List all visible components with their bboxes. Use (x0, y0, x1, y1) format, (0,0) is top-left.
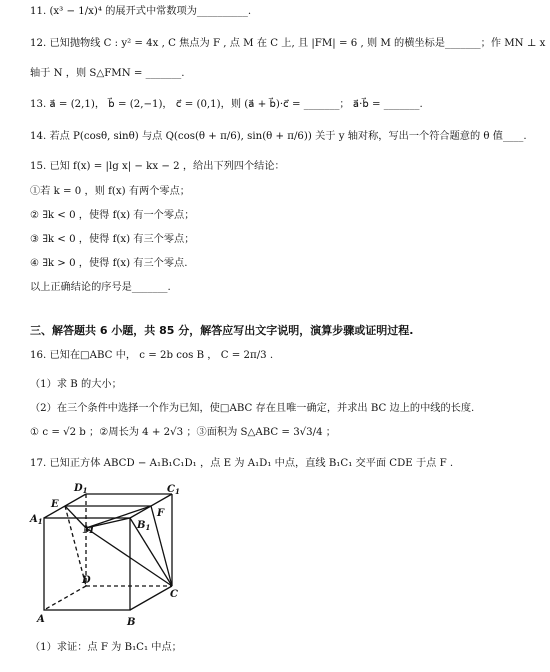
label-B1: $B_1$ (137, 520, 151, 532)
question-15-option-4: ④ ∃k > 0 ，使得 f(x) 有三个零点. (30, 258, 188, 269)
question-11: 11. (x³ − 1/x)⁴ 的展开式中常数项为__________. (30, 6, 252, 17)
question-17-part-1: （1）求证：点 F 为 B₁C₁ 中点； (30, 642, 182, 653)
label-A1: $A_1$ (30, 514, 43, 526)
question-16-part-2: （2）在三个条件中选择一个作为已知，使□ABC 存在且唯一确定，并求出 BC 边上的中线的长度. (30, 403, 475, 414)
question-16-part-1: （1）求 B 的大小； (30, 379, 122, 390)
question-16-conditions: ① c = √2 b ；②周长为 4 + 2√3 ；③面积为 S△ABC = 3√3/4 ； (30, 427, 336, 438)
question-17: 17. 已知正方体 ABCD − A₁B₁C₁D₁ ，点 E 为 A₁D₁ 中点，直线 B₁C₁ 交平面 CDE 于点 F . (30, 458, 454, 469)
question-15: 15. 已知 f(x) = |lg x| − kx − 2 ，给出下列四个结论： (30, 161, 285, 172)
question-15-answer: 以上正确结论的序号是_______. (30, 282, 171, 293)
label-M: M (83, 525, 95, 536)
label-C1: $C_1$ (167, 484, 180, 496)
question-15-option-3: ③ ∃k < 0 ，使得 f(x) 有三个零点； (30, 234, 195, 245)
label-A: A (37, 614, 45, 625)
label-D1: $D_1$ (74, 483, 88, 495)
label-D: D (82, 575, 91, 586)
question-15-option-2: ② ∃k < 0 ，使得 f(x) 有一个零点； (30, 210, 195, 221)
question-14: 14. 若点 P(cosθ, sinθ) 与点 Q(cos(θ + π/6), sin(θ + π/6)) 关于 y 轴对称，写出一个符合题意的 θ 值____. (30, 131, 527, 142)
question-12-line1: 12. 已知抛物线 C : y² = 4x , C 焦点为 F , 点 M 在 C 上, 且 |FM| = 6 , 则 M 的横坐标是_______；作 MN ⊥ x (30, 38, 546, 49)
question-16: 16. 已知在□ABC 中， c = 2b cos B ， C = 2π/3 . (30, 350, 274, 361)
section-3-heading: 三、解答题共 6 小题，共 85 分，解答应写出文字说明，演算步骤或证明过程. (30, 324, 414, 337)
question-12-line2: 轴于 N ，则 S△FMN = _______. (30, 68, 185, 79)
question-15-option-1: ①若 k = 0 ，则 f(x) 有两个零点； (30, 186, 190, 197)
label-F: F (157, 508, 165, 519)
label-E: E (51, 499, 59, 510)
question-13: 13. a⃗ = (2,1)， b⃗ = (2,−1)， c⃗ = (0,1)，则 (a⃗ + b⃗)·c⃗ = _______； a⃗·b⃗ = _______. (30, 99, 423, 110)
label-B: B (127, 617, 136, 628)
cube-figure (28, 482, 228, 642)
label-C: C (170, 589, 178, 600)
